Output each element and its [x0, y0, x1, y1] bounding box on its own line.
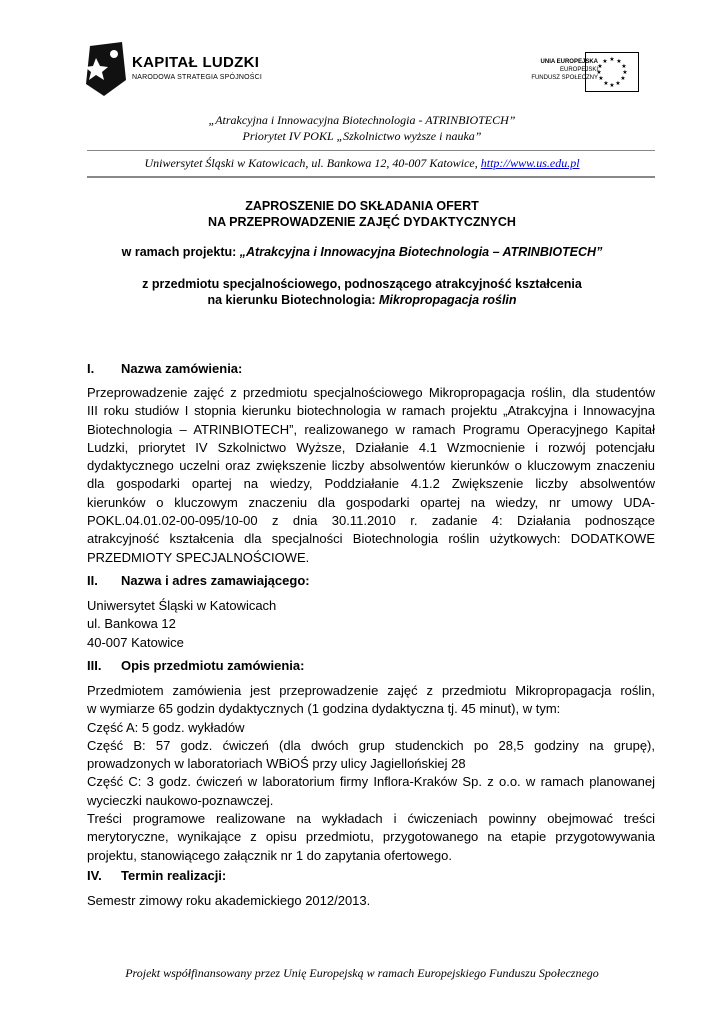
section-3-line: Część A: 5 godz. wykładów: [87, 719, 245, 735]
svg-text:★: ★: [596, 69, 602, 76]
section-1-title: Nazwa zamówienia:: [121, 361, 243, 376]
section-1-line: PRZEDMIOTY SPECJALNOŚCIOWE.: [87, 549, 310, 565]
section-3-line: Przedmiotem zamówienia jest przeprowadzenie zajęć z przedmiotu Mikropropagacja roślin,: [87, 683, 655, 698]
section-3-line: prowadzonych w laboratoriach WBiOŚ przy ulicy Jagiellońskiej 28: [87, 756, 466, 772]
section-1-line: Ludzki, priorytet IV Szkolnictwo Wyższe, Działanie 4.1 Wzmocnienie i rozwój potencjału: [87, 439, 655, 455]
section-3-line: Część C: 3 godz. ćwiczeń w laboratorium firmy Inflora-Kraków Sp. z o.o. w ramach planowanej: [87, 774, 655, 790]
subject-prefix: na kierunku Biotechnologia:: [207, 293, 379, 307]
subject-name: Mikropropagacja roślin: [379, 293, 517, 307]
section-1-line: POKL.04.01.02-00-095/10-00 z dnia 30.11.2010 r. zadanie 4: Działania podnoszące: [87, 513, 655, 529]
divider-bottom: [87, 176, 655, 178]
subject-line-1: z przedmiotu specjalnościowego, podnoszącego atrakcyjność kształcenia: [142, 277, 582, 291]
section-1-line: dla gospodarki opartej na wiedzy, Poddziałanie 4.1.2 Zwiększenie liczby absolwentów: [87, 476, 655, 492]
svg-text:★: ★: [616, 58, 622, 65]
eu-line-2: EUROPEJSKI: [559, 67, 598, 73]
section-2-line: Uniwersytet Śląski w Katowicach: [87, 598, 277, 613]
kapital-ludzki-emblem-icon: [82, 40, 130, 98]
logo-title: KAPITAŁ LUDZKI: [132, 54, 260, 71]
project-line-2: Priorytet IV POKL „Szkolnictwo wyższe i nauka”: [242, 129, 482, 143]
section-1-line: Przeprowadzenie zajęć z przedmiotu specjalnościowego Mikropropagacja roślin, dla studentów: [87, 385, 655, 400]
section-4-title: Termin realizacji:: [121, 868, 227, 883]
svg-text:★: ★: [609, 82, 615, 89]
section-3-line: merytoryczne, wynikające z opisu przedmiotu, przygotowanego na etapie przygotowywania: [87, 829, 655, 845]
svg-text:★: ★: [603, 80, 609, 87]
section-2-title: Nazwa i adres zamawiającego:: [121, 573, 310, 588]
section-4-number: IV.: [87, 868, 102, 883]
section-3-line: Część B: 57 godz. ćwiczeń (dla dwóch grup studenckich po 28,5 godziny na grupę),: [87, 737, 655, 753]
section-1-line: kierunków o kluczowym znaczeniu dla gospodarki opartej na wiedzy, nr umowy UDA-: [87, 494, 655, 510]
project-title: [0, 245, 724, 259]
section-3-line: wycieczki naukowo-poznawczej.: [87, 792, 274, 808]
section-3-body: [87, 682, 655, 865]
section-1-number: I.: [87, 361, 95, 376]
svg-text:★: ★: [620, 75, 626, 82]
subject-line-2: [0, 293, 724, 307]
section-2-line: ul. Bankowa 12: [87, 616, 176, 632]
section-1-line: dydaktycznego uczelni oraz zwiększenie liczby absolwentów kierunków o kluczowym znaczeniu: [87, 458, 655, 474]
section-2-line: 40-007 Katowice: [87, 634, 184, 650]
section-2-number: II.: [87, 573, 98, 588]
section-3-number: III.: [87, 658, 102, 673]
eu-line-1: UNIA EUROPEJSKA: [540, 59, 598, 65]
section-4-line: Semestr zimowy roku akademickiego 2012/2013.: [87, 893, 371, 908]
svg-text:★: ★: [602, 58, 608, 65]
section-3-line: Treści programowe realizowane na wykładach i ćwiczeniach powinny obejmować treści: [87, 811, 655, 827]
section-2-body: [87, 597, 655, 652]
section-1-body: [87, 384, 655, 567]
svg-text:★: ★: [615, 80, 621, 87]
section-4-body: [87, 892, 655, 910]
project-name: „Atrakcyjna i Innowacyjna Biotechnologia – ATRINBIOTECH”: [239, 245, 603, 259]
eu-flag-icon: [585, 52, 639, 92]
project-line-1: „Atrakcyjna i Innowacyjna Biotechnologia - ATRINBIOTECH”: [208, 113, 516, 127]
svg-text:★: ★: [597, 63, 603, 70]
svg-text:★: ★: [621, 63, 627, 70]
section-1-line: III roku studiów I stopnia kierunku biotechnologia w ramach projektu „Atrakcyjna i Innowacyjna: [87, 403, 655, 419]
section-3-line: projektu, stanowiącego załącznik nr 1 do zapytania ofertowego.: [87, 847, 452, 863]
footer-text: Projekt współfinansowany przez Unię Europejską w ramach Europejskiego Funduszu Społecznego: [125, 966, 599, 980]
address-text: Uniwersytet Śląski w Katowicach, ul. Bankowa 12, 40-007 Katowice,: [144, 156, 478, 170]
address-line: [0, 156, 724, 171]
divider-top: [87, 150, 655, 151]
logo-subtitle: NARODOWA STRATEGIA SPÓJNOŚCI: [132, 74, 263, 81]
section-1-line: atrakcyjność kształcenia dla specjalności Biotechnologia roślin użytkowych: DODATKOWE: [87, 531, 655, 547]
university-link[interactable]: http://www.us.edu.pl: [480, 156, 580, 170]
project-prefix: w ramach projektu:: [121, 245, 240, 259]
section-3-title: Opis przedmiotu zamówienia:: [121, 658, 305, 673]
svg-text:★: ★: [622, 69, 628, 76]
eu-label: [498, 58, 598, 82]
title-line-2: NA PRZEPROWADZENIE ZAJĘĆ DYDAKTYCZNYCH: [208, 215, 516, 229]
svg-text:★: ★: [609, 56, 615, 63]
section-1-line: Biotechnologia – ATRINBIOTECH”, realizowanego w ramach Programu Operacyjnego Kapitał: [87, 421, 655, 437]
eu-line-3: FUNDUSZ SPOŁECZNY: [531, 75, 598, 81]
section-3-line: w wymiarze 65 godzin dydaktycznych (1 godzina dydaktyczna tj. 45 minut), w tym:: [87, 701, 561, 717]
title-line-1: ZAPROSZENIE DO SKŁADANIA OFERT: [245, 199, 479, 213]
svg-text:★: ★: [598, 75, 604, 82]
